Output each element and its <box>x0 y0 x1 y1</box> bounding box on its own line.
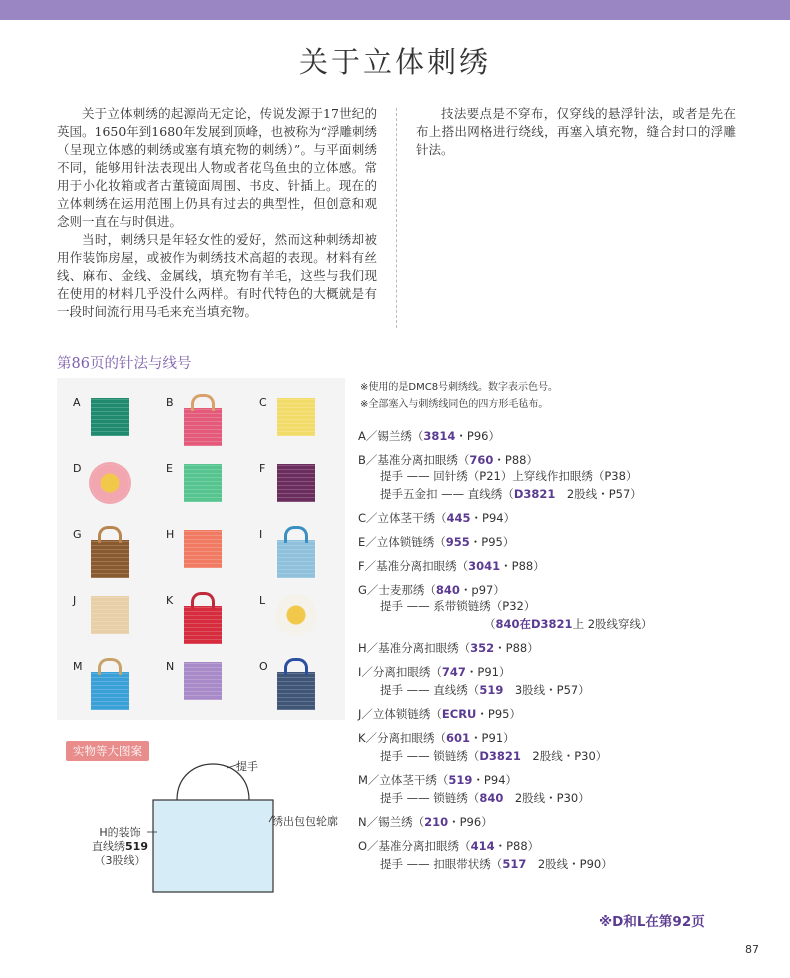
thread-number: 352 <box>470 641 495 655</box>
stitch-rest: ・P88） <box>493 453 538 467</box>
stitch-row <box>358 558 545 574</box>
stitch-text: 提手五金扣 —— 直线绣（ <box>380 487 514 501</box>
stitch-row <box>358 452 538 468</box>
sample-label-o: O <box>259 660 268 673</box>
sample-m-bag <box>91 672 129 710</box>
stitch-text: E／立体锁链绣（ <box>358 535 446 549</box>
sample-label-h: H <box>166 528 175 541</box>
stitch-text: A／锡兰绣（ <box>358 429 424 443</box>
stitch-text: C／立体茎干绣（ <box>358 511 447 525</box>
stitch-text: N／锡兰绣（ <box>358 815 425 829</box>
sample-i-handle <box>284 526 308 543</box>
stitch-row <box>358 534 514 550</box>
stitch-text: F／基准分离扣眼绣（ <box>358 559 469 573</box>
handle-label: 提手 <box>236 760 258 773</box>
thread-number: D3821 <box>513 487 556 501</box>
stitch-rest: ・P94） <box>472 773 518 787</box>
stitch-rest: ・P88） <box>500 559 545 573</box>
sample-label-d: D <box>73 462 82 475</box>
stitch-row <box>358 706 521 722</box>
h-label-num: 519 <box>125 840 148 853</box>
stitch-row <box>380 598 535 614</box>
stitch-text: （ <box>484 617 496 631</box>
sample-k-bag <box>184 606 222 644</box>
bag-body <box>153 800 273 892</box>
stitch-text: 提手 —— 扣眼带状绣（ <box>380 857 503 871</box>
stitch-rest: 2股线・P30） <box>503 791 590 805</box>
intro-right-column <box>416 105 736 159</box>
note-2: ※全部塞入与刺绣线同色的四方形毛毡布。 <box>360 399 549 410</box>
stitch-rest: 2股线・P57） <box>555 487 642 501</box>
thread-number: 840 <box>479 791 504 805</box>
stitch-text: 提手 —— 系带锁链绣（P32） <box>380 599 536 613</box>
sample-label-c: C <box>259 396 267 409</box>
intro-left-column <box>57 105 377 321</box>
sample-o-handle <box>284 658 308 675</box>
outline-label: 绣出包包轮廓 <box>272 815 338 828</box>
sample-m-handle <box>98 658 122 675</box>
thread-number: 210 <box>424 815 449 829</box>
thread-number: 601 <box>446 731 471 745</box>
notes <box>360 379 558 413</box>
stitch-row <box>380 748 607 764</box>
thread-number: 840在D3821 <box>495 617 573 631</box>
stitch-text: B／基准分离扣眼绣（ <box>358 453 470 467</box>
stitch-rest: 2股线・P90） <box>526 857 613 871</box>
thread-number: 414 <box>470 839 495 853</box>
thread-number: D3821 <box>479 749 521 763</box>
stitch-row <box>380 468 637 484</box>
sample-k-handle <box>191 592 215 609</box>
stitch-row <box>358 730 515 746</box>
stitch-text: I／分离扣眼绣（ <box>358 665 442 679</box>
h-label-line3: （3股线） <box>94 854 146 867</box>
sample-c-square <box>277 398 315 436</box>
stitch-row <box>380 682 590 698</box>
sample-n-square <box>184 662 222 700</box>
sample-label-e: E <box>166 462 173 475</box>
stitch-rest: ・P95） <box>476 707 521 721</box>
stitch-text: 提手 —— 回针绣（P21）上穿线作扣眼绣（P38） <box>380 469 638 483</box>
stitch-text: J／立体锁链绣（ <box>358 707 442 721</box>
h-label-text: 直线绣 <box>92 840 126 853</box>
sample-j-square <box>91 596 129 634</box>
thread-number: 445 <box>446 511 471 525</box>
sample-i-bag <box>277 540 315 578</box>
h-label-line2 <box>90 840 150 854</box>
stitch-rest: ・P95） <box>469 535 515 549</box>
stitch-rest: 2股线・P30） <box>520 749 608 763</box>
thread-number: 840 <box>435 583 460 597</box>
sample-h-square <box>184 530 222 568</box>
section-heading: 第86页的针法与线号 <box>57 356 192 372</box>
stitch-row <box>358 772 517 788</box>
stitch-rest: ・P91） <box>465 665 511 679</box>
intro-paragraph-3: 技法要点是不穿布，仅穿线的悬浮针法，或者是先在布上搭出网格进行绕线，再塞入填充物，缝合封口的浮雕针法。 <box>416 106 736 157</box>
sample-label-b: B <box>166 396 174 409</box>
sample-label-f: F <box>259 462 266 475</box>
sample-l-flower <box>277 596 315 634</box>
stitch-row <box>358 428 500 444</box>
sample-g-handle <box>98 526 122 543</box>
sample-label-g: G <box>73 528 82 541</box>
thread-number: 747 <box>441 665 466 679</box>
stitch-row <box>358 582 505 598</box>
thread-number: 517 <box>502 857 527 871</box>
stitch-text: G／士麦那绣（ <box>358 583 436 597</box>
thread-number: 3814 <box>423 429 456 443</box>
sample-a-square <box>91 398 129 436</box>
thread-number: ECRU <box>441 707 477 721</box>
sample-label-m: M <box>73 660 83 673</box>
footer-note: ※D和L在第92页 <box>599 914 705 930</box>
note-1: ※使用的是DMC8号刺绣线。数字表示色号。 <box>360 382 559 393</box>
thread-number: 3041 <box>468 559 501 573</box>
actual-size-tag: 实物等大图案 <box>66 741 149 761</box>
sample-b-handle <box>191 394 215 411</box>
sample-label-i: I <box>259 528 263 541</box>
sample-label-l: L <box>259 594 266 607</box>
thread-number: 519 <box>448 773 473 787</box>
stitch-rest: ・P88） <box>494 641 539 655</box>
sample-e-square <box>184 464 222 502</box>
stitch-rest: ・P96） <box>448 815 493 829</box>
stitch-text: 提手 —— 直线绣（ <box>380 683 480 697</box>
page-title: 关于立体刺绣 <box>298 45 491 79</box>
column-divider <box>396 108 397 328</box>
stitch-rest: 上 2股线穿线） <box>572 617 653 631</box>
stitch-rest: 3股线・P57） <box>503 683 590 697</box>
h-label <box>90 826 150 868</box>
intro-paragraph-2: 当时，刺绣只是年轻女性的爱好，然而这种刺绣却被用作装饰房屋，或被作为刺绣技术高超的表现。材料有丝线、麻布、金线、金属线，填充物有羊毛，这些与我们现在使用的材料几乎没什么两样。有时代特色的大概就是有一段时间流行用马毛来充当填充物。 <box>57 232 377 319</box>
sample-d-flower <box>91 464 129 502</box>
stitch-row <box>484 616 653 632</box>
sample-label-j: J <box>73 594 77 607</box>
stitch-text: H／基准分离扣眼绣（ <box>358 641 471 655</box>
h-label-line1: H的装饰 <box>99 826 141 839</box>
stitch-row <box>380 856 613 872</box>
sample-f-square <box>277 464 315 502</box>
thread-number: 955 <box>445 535 470 549</box>
stitch-text: O／基准分离扣眼绣（ <box>358 839 471 853</box>
stitch-rest: ・P88） <box>494 839 540 853</box>
stitch-row <box>358 510 515 526</box>
sample-g-bag <box>91 540 129 578</box>
stitch-row <box>358 838 539 854</box>
sample-label-n: N <box>166 660 175 673</box>
stitch-rest: ・P96） <box>455 429 500 443</box>
sample-label-k: K <box>166 594 174 607</box>
stitch-row <box>358 640 539 656</box>
page-number: 87 <box>745 943 759 956</box>
sample-o-bag <box>277 672 315 710</box>
stitch-row <box>380 790 590 806</box>
sample-b-bag <box>184 408 222 446</box>
top-color-bar <box>0 0 790 20</box>
stitch-row <box>380 486 642 502</box>
stitch-rest: ・P94） <box>470 511 516 525</box>
stitch-text: 提手 —— 锁链绣（ <box>380 749 480 763</box>
stitch-row <box>358 814 493 830</box>
stitch-text: K／分离扣眼绣（ <box>358 731 447 745</box>
samples-photo <box>57 378 345 720</box>
intro-paragraph-1: 关于立体刺绣的起源尚无定论，传说发源于17世纪的英国。1650年到1680年发展到顶峰，也被称为“浮雕刺绣（呈现立体感的刺绣或塞有填充物的刺绣）”。与平面刺绣不同，能够用针法表现出人物或者花鸟鱼虫的立体感。常用于小化妆箱或者古董镜面周围、书皮、针插上。现在的立体刺绣在运用范围上仍具有过去的典型性，但创意和观念则一直在与时俱进。 <box>57 106 378 229</box>
stitch-text: M／立体茎干绣（ <box>358 773 449 787</box>
stitch-rest: ・p97） <box>459 583 505 597</box>
stitch-text: 提手 —— 锁链绣（ <box>380 791 480 805</box>
sample-label-a: A <box>73 396 81 409</box>
stitch-row <box>358 664 511 680</box>
thread-number: 519 <box>479 683 504 697</box>
thread-number: 760 <box>469 453 494 467</box>
stitch-rest: ・P91） <box>470 731 515 745</box>
